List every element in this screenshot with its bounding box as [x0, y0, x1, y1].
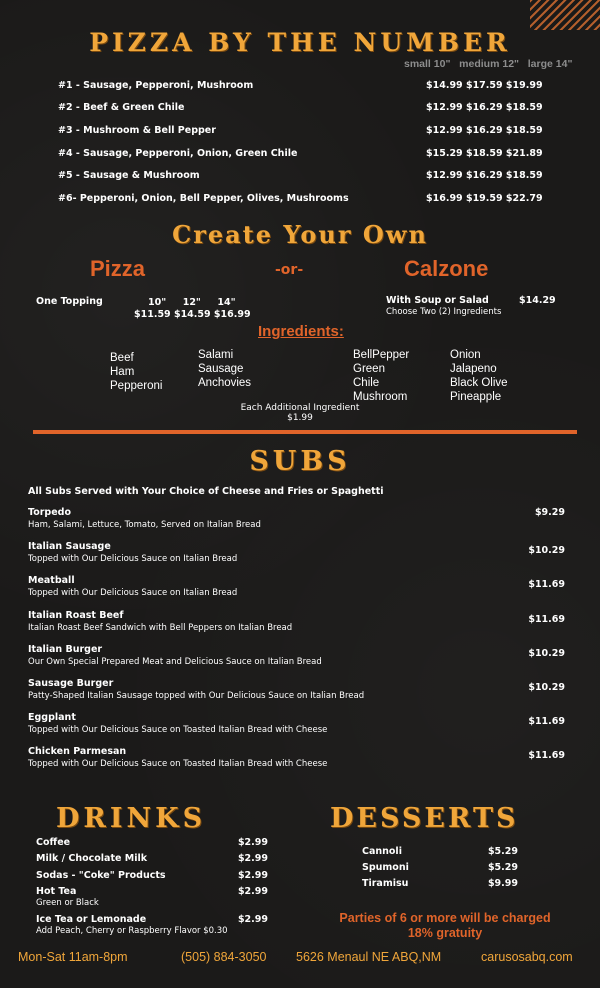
sub-item-name: Italian Roast Beef [28, 610, 124, 621]
pizza-item-prices: $14.99 $17.59 $19.99 [426, 80, 543, 91]
party-note-line-1: Parties of 6 or more will be charged [339, 911, 551, 925]
drink-item-price: $2.99 [237, 837, 268, 848]
sub-item-desc: Italian Roast Beef Sandwich with Bell Peppers on Italian Bread [28, 623, 293, 633]
subs-section-title: SUBS [249, 446, 351, 477]
dessert-item-name: Spumoni [362, 862, 409, 873]
calzone-price: $14.29 [519, 295, 556, 306]
ingredient: Mushroom [353, 391, 408, 403]
one-topping-label: One Topping [36, 296, 103, 307]
sub-item [28, 678, 568, 701]
sub-item-name: Meatball [28, 575, 75, 586]
desserts-section-title: DESSERTS [330, 803, 519, 834]
sub-item-name: Sausage Burger [28, 678, 114, 689]
dessert-item-name: Cannoli [362, 846, 402, 857]
pizza-item-name: #2 - Beef & Green Chile [58, 102, 185, 113]
sub-item-desc: Our Own Special Prepared Meat and Delicious Sauce on Italian Bread [28, 657, 322, 667]
drink-item [36, 837, 268, 848]
party-note-line-2: 18% gratuity [407, 926, 483, 940]
sub-item-price: $11.69 [528, 716, 565, 727]
dessert-item-price: $5.29 [487, 862, 518, 873]
drink-item-name: Sodas - "Coke" Products [36, 870, 166, 881]
pizza-item-prices: $12.99 $16.29 $18.59 [426, 170, 543, 181]
ingredient: Sausage [198, 363, 244, 375]
calzone-with: With Soup or Salad [386, 295, 489, 306]
ingredients-column-2 [198, 348, 251, 390]
pizza-item-name: #5 - Sausage & Mushroom [58, 170, 200, 181]
sub-item-desc: Topped with Our Delicious Sauce on Italian Bread [28, 554, 238, 564]
sub-item-desc: Topped with Our Delicious Sauce on Toasted Italian Bread with Cheese [28, 759, 328, 769]
sub-item-price: $11.69 [528, 614, 565, 625]
pizza-label: Pizza [90, 256, 146, 281]
party-note [310, 911, 580, 941]
dessert-item-name: Tiramisu [362, 878, 409, 889]
calzone-choose: Choose Two (2) Ingredients [386, 307, 502, 317]
drink-item-price: $2.99 [237, 914, 268, 925]
pizza-item-prices: $15.29 $18.59 $21.89 [426, 148, 543, 159]
sub-item-price: $10.29 [528, 682, 565, 693]
ingredient: Green [353, 363, 385, 375]
topping-sizes: 10" 12" 14" [148, 297, 236, 308]
drink-item-name: Milk / Chocolate Milk [36, 853, 148, 864]
sub-item-desc: Topped with Our Delicious Sauce on Toasted Italian Bread with Cheese [28, 725, 328, 735]
sub-item-price: $11.69 [528, 579, 565, 590]
footer-hours: Mon-Sat 11am-8pm [18, 950, 128, 964]
sub-item-price: $11.69 [528, 750, 565, 761]
ingredient: Beef [110, 352, 134, 364]
ingredient: Anchovies [198, 377, 252, 389]
pizza-item [58, 125, 548, 141]
ingredient: Salami [198, 349, 234, 361]
pizza-item-prices: $12.99 $16.29 $18.59 [426, 102, 543, 113]
sub-item [28, 712, 568, 735]
drink-item [36, 886, 268, 908]
sub-item-desc: Ham, Salami, Lettuce, Tomato, Served on Italian Bread [28, 520, 261, 530]
corner-stripes [530, 0, 600, 30]
ingredients-title: Ingredients: [258, 323, 344, 340]
sub-item-name: Italian Sausage [28, 541, 111, 552]
ingredient: Jalapeno [450, 363, 497, 375]
footer-phone: (505) 884-3050 [181, 950, 267, 964]
pizza-item-name: #3 - Mushroom & Bell Pepper [58, 125, 216, 136]
sub-item-price: $10.29 [528, 545, 565, 556]
dessert-item [362, 862, 518, 873]
drink-item-price: $2.99 [237, 886, 268, 897]
drink-item [36, 853, 268, 864]
sub-item-name: Italian Burger [28, 644, 103, 655]
pizza-item-prices: $16.99 $19.59 $22.79 [426, 193, 543, 204]
sub-item-desc: Topped with Our Delicious Sauce on Italian Bread [28, 588, 238, 598]
sub-item [28, 575, 568, 598]
dessert-item-price: $9.99 [487, 878, 518, 889]
pizza-item-name: #1 - Sausage, Pepperoni, Mushroom [58, 80, 254, 91]
pizza-item-name: #4 - Sausage, Pepperoni, Onion, Green Chile [58, 148, 298, 159]
pizza-item [58, 80, 548, 96]
ingredient: BellPepper [353, 349, 410, 361]
ingredient: Pineapple [450, 391, 502, 403]
drink-item-name: Hot Tea [36, 886, 77, 897]
sub-item-desc: Patty-Shaped Italian Sausage topped with Our Delicious Sauce on Italian Bread [28, 691, 365, 701]
pizza-item [58, 102, 548, 118]
calzone-label: Calzone [404, 256, 489, 281]
drink-item-name: Ice Tea or Lemonade [36, 914, 147, 925]
topping-prices: $11.59 $14.59 $16.99 [134, 309, 251, 320]
drink-item-price: $2.99 [237, 853, 268, 864]
ingredients-column-4 [450, 348, 508, 404]
footer-website[interactable]: carusosabq.com [481, 950, 573, 964]
sub-item [28, 644, 568, 667]
sub-item [28, 746, 568, 769]
pizza-item-prices: $12.99 $16.29 $18.59 [426, 125, 543, 136]
footer-address: 5626 Menaul NE ABQ,NM [296, 950, 442, 964]
additional-label: Each Additional Ingredient [240, 403, 360, 413]
sub-item [28, 507, 568, 530]
additional-ingredient [0, 403, 600, 423]
ingredients-column-1 [110, 351, 162, 393]
drink-item-price: $2.99 [237, 870, 268, 881]
ingredient: Onion [450, 349, 481, 361]
sub-item [28, 610, 568, 633]
sub-item [28, 541, 568, 564]
sub-item-name: Eggplant [28, 712, 76, 723]
pizza-item [58, 170, 548, 186]
pizza-item-name: #6- Pepperoni, Onion, Bell Pepper, Olives, Mushrooms [58, 193, 349, 204]
subs-note: All Subs Served with Your Choice of Cheese and Fries or Spaghetti [28, 486, 384, 497]
sub-item-name: Chicken Parmesan [28, 746, 127, 757]
sub-item-name: Torpedo [28, 507, 72, 518]
additional-price: $1.99 [287, 413, 313, 423]
create-section-title: Create Your Own [172, 220, 428, 249]
pizza-item [58, 193, 548, 209]
drink-item [36, 870, 268, 881]
ingredient: Pepperoni [110, 380, 163, 392]
ingredient: Ham [110, 366, 135, 378]
drink-item [36, 914, 268, 936]
sub-item-price: $9.29 [534, 507, 565, 518]
drink-item-desc: Add Peach, Cherry or Raspberry Flavor $0.30 [36, 926, 228, 936]
or-label: -or- [275, 262, 304, 278]
ingredient: Chile [353, 377, 380, 389]
ingredient: Black Olive [450, 377, 508, 389]
pizza-item [58, 148, 548, 164]
dessert-item [362, 846, 518, 857]
dessert-item [362, 878, 518, 889]
size-header: small 10" medium 12" large 14" [404, 58, 573, 70]
pizza-section-title: PIZZA BY THE NUMBER [89, 28, 511, 57]
ingredients-column-3 [353, 348, 409, 404]
drink-item-desc: Green or Black [36, 898, 99, 908]
dessert-item-price: $5.29 [487, 846, 518, 857]
drink-item-name: Coffee [36, 837, 71, 848]
section-divider [33, 430, 577, 434]
sub-item-price: $10.29 [528, 648, 565, 659]
drinks-section-title: DRINKS [56, 803, 207, 834]
